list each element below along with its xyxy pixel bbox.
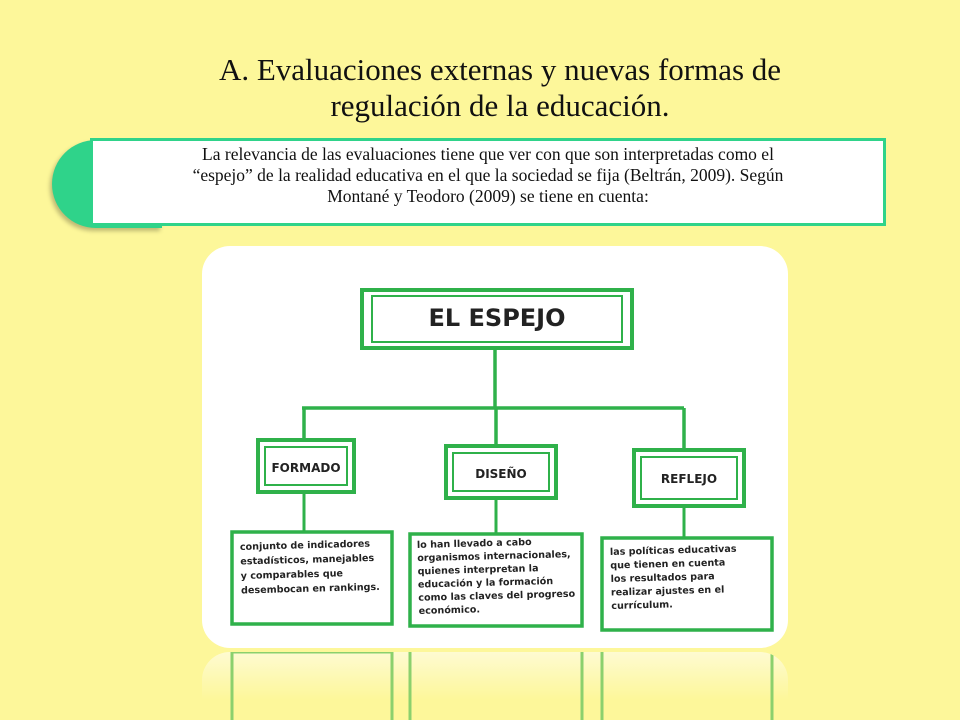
description-line: como las claves del progreso [418,588,576,604]
description-line: los resultados para [610,571,715,585]
intro-line-3: Montané y Teodoro (2009) se tiene en cuenta: [327,186,649,206]
description-line: currículum. [611,599,674,612]
reflejo-description [610,543,739,612]
description-line: lo han llevado a cabo [416,536,532,551]
description-line: realizar ajustes en el [610,584,725,599]
formado-label: FORMADO [271,461,341,475]
diseno-label: DISEÑO [475,467,527,481]
formado-description [240,538,380,596]
description-line: las políticas educativas [609,543,737,558]
reflejo-label: REFLEJO [660,472,718,486]
root-node-label: EL ESPEJO [428,304,566,332]
intro-text-box [90,138,886,226]
description-line: quienes interpretan la [417,563,539,578]
reflection-reflejo-box [602,652,772,720]
intro-line-2: “espejo” de la realidad educativa en el que la sociedad se fija (Beltrán, 2009). Según [192,165,784,185]
description-line: y comparables que [240,568,344,582]
espejo-diagram [202,246,788,648]
reflection-formado-box [232,652,392,720]
diseno-description [417,536,576,617]
description-line: desembocan en rankings. [240,581,380,597]
description-line: conjunto de indicadores [239,538,371,553]
slide-title [140,52,860,124]
reflection-svg [202,652,788,720]
intro-line-1: La relevancia de las evaluaciones tiene que ver con que son interpretadas como el [202,144,774,164]
diagram-card [202,246,788,648]
reflection-diseno-box [410,652,582,720]
diagram-reflection [202,652,788,720]
description-line: organismos internacionales, [417,549,571,565]
slide-title-line-1: A. Evaluaciones externas y nuevas formas de [218,52,782,87]
description-line: estadísticos, manejables [240,552,375,568]
description-line: que tienen en cuenta [610,557,726,572]
description-line: educación y la formación [417,576,554,591]
description-line: económico. [418,604,481,617]
slide-title-line-2: regulación de la educación. [330,88,670,123]
